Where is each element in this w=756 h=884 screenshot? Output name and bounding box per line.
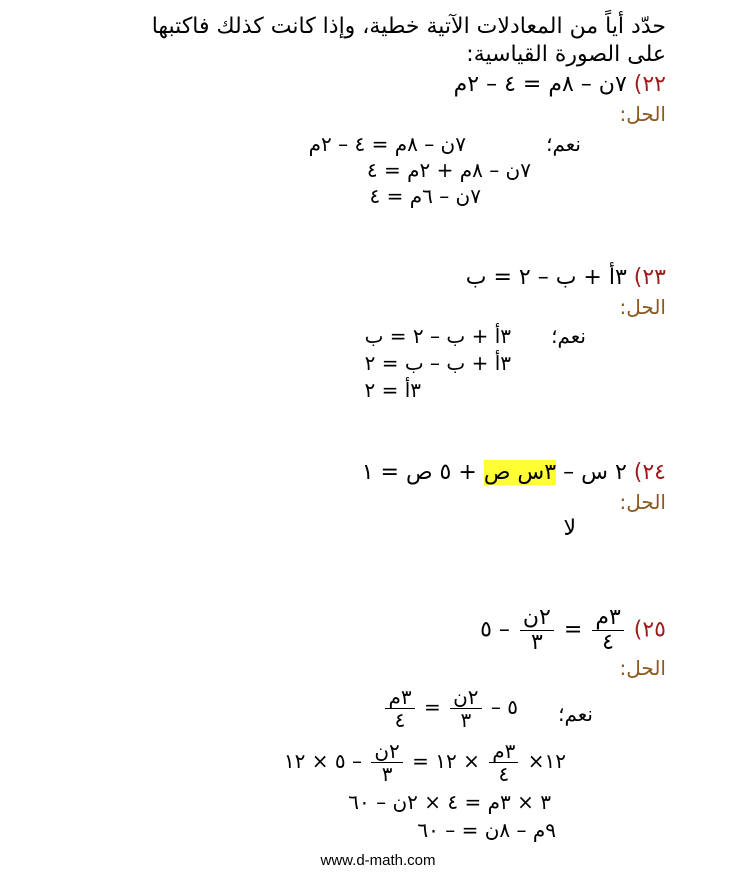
times-12-equals: × ١٢ = — [412, 749, 480, 773]
fraction-n: $\frac{\text{٢ن}}{٣}$ — [450, 686, 481, 731]
minus-five: – ٥ — [480, 617, 510, 643]
step-line: ٣أ + ب – ب = ٢ — [364, 351, 511, 375]
problem-number: ٢٣) — [633, 265, 666, 290]
fraction-n: $\frac{\text{٢ن}}{٣}$ — [371, 740, 402, 785]
highlighted-term: ٣س ص — [483, 460, 557, 485]
instruction-line-1: حدّد أياً من المعادلات الآتية خطية، وإذا كانت كذلك فاكتبها — [151, 14, 666, 39]
problem-23 — [466, 265, 666, 290]
problem-number: ٢٢) — [633, 72, 666, 97]
yes-label: نعم؛ — [551, 324, 586, 348]
step-line: ٧ن – ٦م = ٤ — [369, 184, 481, 208]
step-line-fractions — [382, 686, 518, 731]
fraction-m: $\frac{\text{٣م}}{٤}$ — [489, 740, 518, 785]
problem-25 — [480, 606, 666, 655]
step-line: ٧ن – ٨م + ٢م = ٤ — [366, 158, 531, 182]
footer-url: www.d-math.com — [320, 852, 436, 869]
equation-part: + ٥ ص = ١ — [361, 460, 477, 485]
yes-label: نعم؛ — [558, 702, 593, 726]
solution-label: الحل: — [619, 102, 666, 126]
problem-number: ٢٤) — [633, 460, 666, 485]
equals-sign: = — [563, 617, 583, 643]
step-line-multiplied — [284, 740, 566, 785]
problem-equation: ٣أ + ب – ٢ = ب — [465, 265, 627, 290]
problem-22 — [454, 72, 666, 97]
equation-part: ٢ س – — [563, 460, 627, 485]
equals-sign: = — [423, 695, 441, 719]
step-line: ٣أ = ٢ — [364, 378, 421, 402]
problem-24 — [362, 460, 666, 485]
minus-five-times-12: – ٥ × ١٢ — [283, 749, 362, 773]
instruction-line-2: على الصورة القياسية: — [466, 42, 666, 67]
fraction-m: $\frac{\text{٣م}}{٤}$ — [385, 686, 414, 731]
answer-no: لا — [563, 516, 576, 541]
fraction-n: $\frac{\text{٢ن}}{٣}$ — [520, 606, 554, 655]
fraction-m: $\frac{\text{٣م}}{٤}$ — [592, 606, 623, 655]
problem-equation: ٧ن – ٨م = ٤ – ٢م — [453, 72, 627, 97]
step-line: ٧ن – ٨م = ٤ – ٢م — [308, 132, 466, 156]
yes-label: نعم؛ — [546, 132, 581, 156]
solution-label: الحل: — [619, 490, 666, 514]
step-line: ٣أ + ب – ٢ = ب — [364, 324, 511, 348]
times-12: ١٢× — [527, 749, 566, 773]
step-line: ٣ × ٣م = ٤ × ٢ن – ٦٠ — [348, 790, 551, 814]
minus-five: – ٥ — [490, 695, 518, 719]
problem-number: ٢٥) — [633, 617, 666, 643]
solution-label: الحل: — [619, 295, 666, 319]
solution-label: الحل: — [619, 656, 666, 680]
step-line: ٩م – ٨ن = – ٦٠ — [417, 818, 556, 842]
